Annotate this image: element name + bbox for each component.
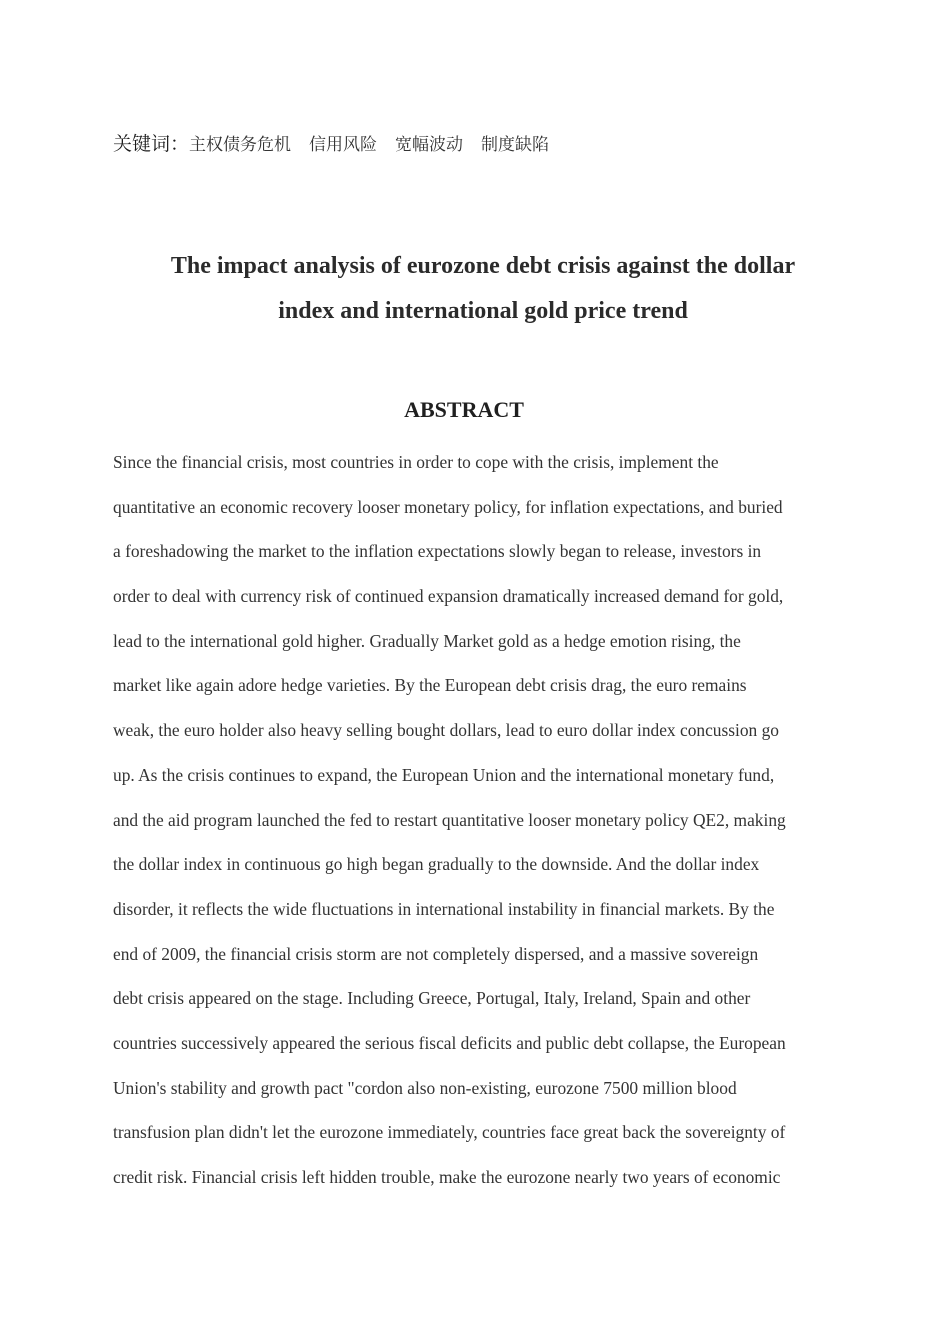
abstract-line: end of 2009, the financial crisis storm are not completely dispersed, and a massive sovereign	[113, 943, 759, 964]
abstract-line: credit risk. Financial crisis left hidden trouble, make the eurozone nearly two years of economic	[113, 1167, 781, 1187]
abstract-line: lead to the international gold higher. Gradually Market gold as a hedge emotion rising, the	[113, 630, 741, 651]
keywords-line	[113, 128, 567, 161]
abstract-line: disorder, it reflects the wide fluctuations in international instability in financial markets. By the	[113, 898, 775, 919]
english-title	[100, 244, 866, 334]
abstract-line: weak, the euro holder also heavy selling bought dollars, lead to euro dollar index concussion go	[113, 720, 779, 741]
abstract-line: quantitative an economic recovery looser monetary policy, for inflation expectations, and buried	[113, 496, 783, 517]
abstract-heading: ABSTRACT	[404, 397, 524, 422]
abstract-line: order to deal with currency risk of continued expansion dramatically increased demand for gold,	[113, 586, 784, 607]
abstract-line: the dollar index in continuous go high began gradually to the downside. And the dollar index	[113, 854, 760, 875]
abstract-line: up. As the crisis continues to expand, the European Union and the international monetary fund,	[113, 764, 775, 785]
keyword-item: 主权债务危机	[189, 135, 292, 155]
abstract-line: a foreshadowing the market to the inflation expectations slowly began to release, investors in	[113, 541, 762, 562]
abstract-line: Since the financial crisis, most countries in order to cope with the crisis, implement the	[113, 452, 719, 472]
abstract-line: and the aid program launched the fed to restart quantitative looser monetary policy QE2, making	[113, 809, 786, 830]
keyword-item: 宽幅波动	[395, 135, 464, 155]
abstract-line: debt crisis appeared on the stage. Including Greece, Portugal, Italy, Ireland, Spain and other	[113, 988, 751, 1009]
abstract-line: transfusion plan didn't let the eurozone immediately, countries face great back the sovereignty of	[113, 1122, 786, 1143]
keyword-item: 制度缺陷	[481, 135, 550, 155]
title-line: index and international gold price trend	[278, 298, 688, 324]
keyword-item: 信用风险	[309, 135, 378, 155]
abstract-line: countries successively appeared the serious fiscal deficits and public debt collapse, the European	[113, 1032, 786, 1053]
abstract-line: Union's stability and growth pact "cordon also non-existing, eurozone 7500 million blood	[113, 1077, 737, 1098]
keywords-label: 关键词：	[113, 133, 190, 155]
title-line: The impact analysis of eurozone debt crisis against the dollar	[170, 253, 796, 279]
abstract-line: market like again adore hedge varieties. By the European debt crisis drag, the euro remains	[113, 675, 747, 696]
abstract-body	[113, 440, 863, 1200]
